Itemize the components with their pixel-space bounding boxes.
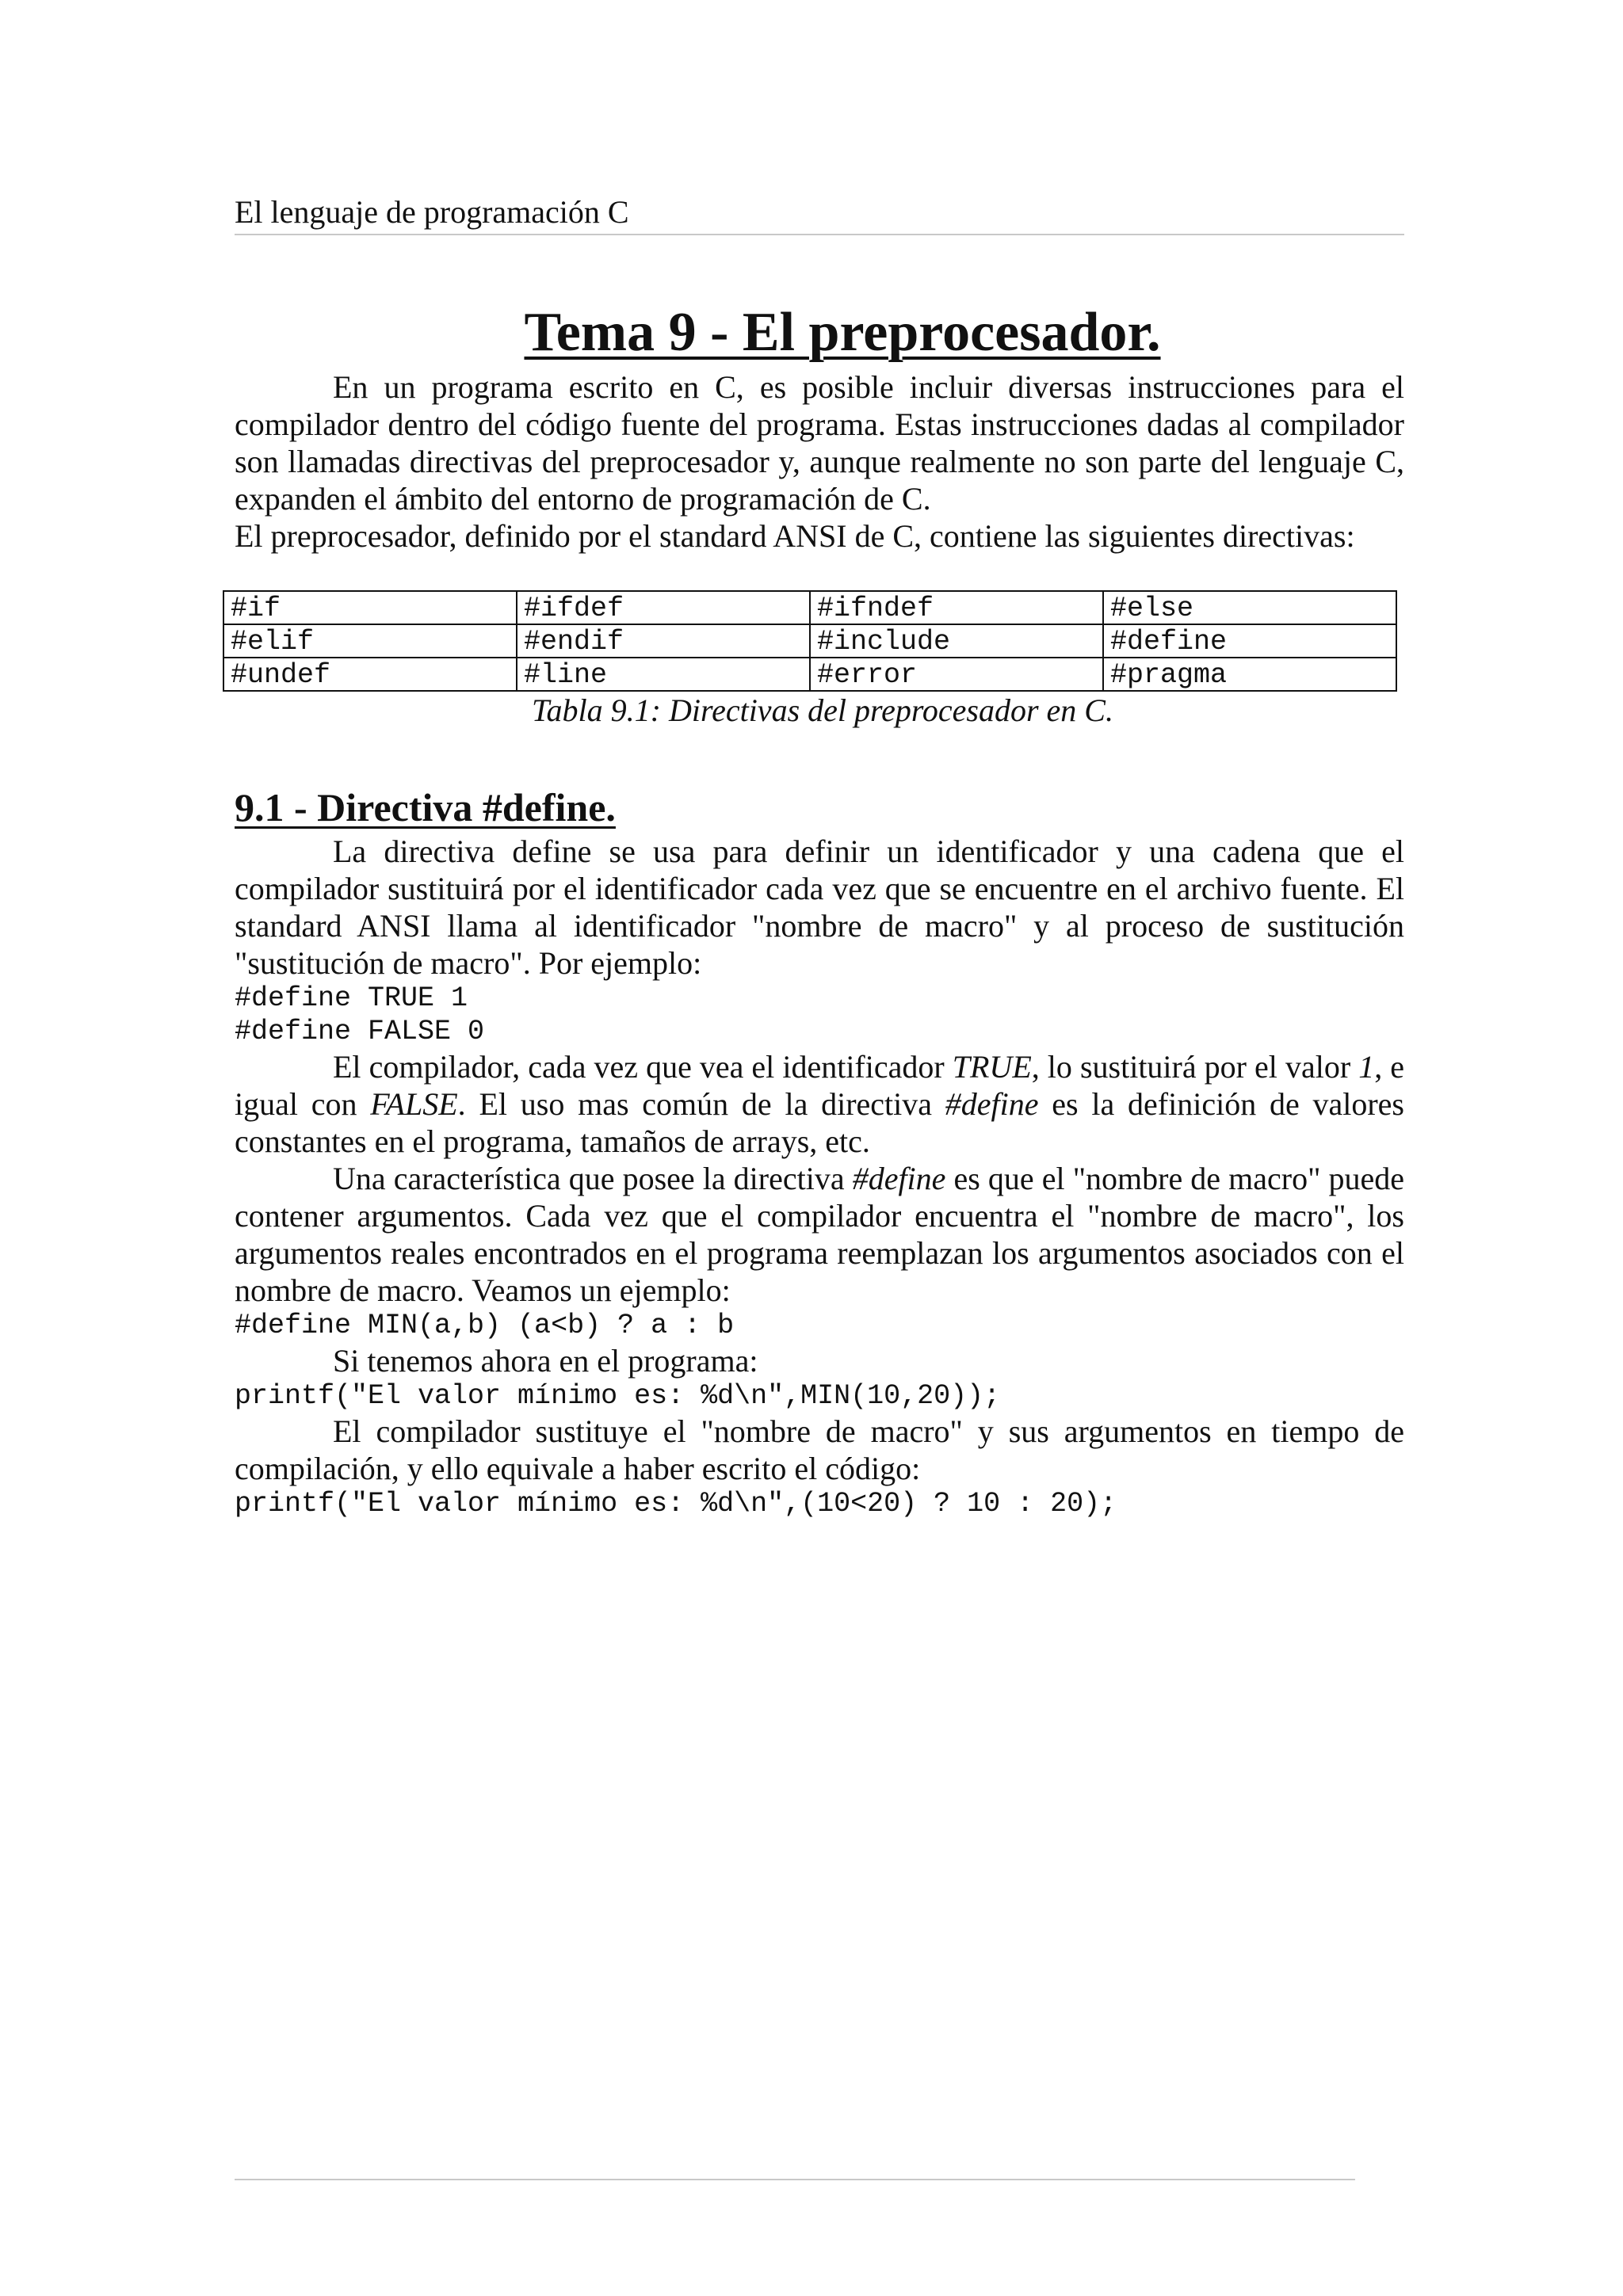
code-block-defines [235,982,1404,1048]
running-header: El lenguaje de programación C [235,193,1404,235]
code-line: #define TRUE 1 [235,982,468,1014]
define-intro-paragraph: La directiva define se usa para definir un identificador y una cadena que el compilador sustituirá por el identificador cada vez que se encuentre en el archivo fuente. El standard ANSI llama al identificador "nombre de macro" y al proceso de sustitución "sustitución de macro". Por ejemplo: [235,833,1404,981]
text-run: El compilador, cada vez que vea el identificador [333,1049,953,1085]
text-run: Una característica que posee la directiva [333,1161,853,1196]
code-line: #define FALSE 0 [235,1016,485,1047]
emphasis: 1 [1358,1049,1375,1085]
substitution-paragraph: El compilador sustituye el "nombre de macro" y sus argumentos en tiempo de compilación, y ello equivale a haber escrito el código: [235,1413,1404,1486]
table-cell: #if [223,591,517,624]
footer-divider [235,2179,1355,2180]
chapter-title: Tema 9 - El preprocesador. [524,302,1161,363]
page-content [231,297,1404,1520]
directives-table [223,590,1397,692]
table-cell: #endif [517,624,810,658]
code-block-min-macro: #define MIN(a,b) (a<b) ? a : b [235,1310,735,1341]
table-cell: #include [810,624,1103,658]
intro-paragraph-directives: El preprocesador, definido por el standard ANSI de C, contiene las siguientes directivas: [235,518,1355,554]
define-usage-paragraph [235,1048,1404,1160]
table-cell: #ifndef [810,591,1103,624]
table-row [223,591,1396,624]
table-row [223,658,1396,691]
text-run: es que el "nombre de macro" puede contener argumentos. Cada vez que el compilador encuentra el "nombre de macro", los argumentos reales encontrados en el programa reemplazan los argumentos asociados con el nombre de macro. Veamos un ejemplo: [235,1161,1404,1308]
code-block-printf-macro: printf("El valor mínimo es: %d\n",MIN(10,20)); [235,1380,1001,1412]
text-run: es la definición de valores constantes en el programa, tamaños de arrays, etc. [235,1086,1404,1159]
table-cell: #ifdef [517,591,810,624]
table-cell: #elif [223,624,517,658]
table-cell: #define [1103,624,1396,658]
text-run: . El uso mas común de la directiva [457,1086,945,1122]
text-run: , lo sustituirá por el valor [1031,1049,1359,1085]
program-example-paragraph: Si tenemos ahora en el programa: [333,1343,758,1379]
table-cell: #undef [223,658,517,691]
table-cell: #else [1103,591,1396,624]
intro-paragraph: En un programa escrito en C, es posible incluir diversas instrucciones para el compilador dentro del código fuente del programa. Estas instrucciones dadas al compilador son llamadas directivas del preprocesador y, aunque realmente no son parte del lenguaje C, expanden el ámbito del entorno de programación de C. [235,369,1404,517]
emphasis: FALSE [370,1086,458,1122]
table-cell: #error [810,658,1103,691]
macro-arguments-paragraph [235,1160,1404,1309]
code-block-printf-expanded: printf("El valor mínimo es: %d\n",(10<20) ? 10 : 20); [235,1488,1117,1520]
section-title: 9.1 - Directiva #define. [235,785,616,830]
table-caption: Tabla 9.1: Directivas del preprocesador en C. [531,692,1113,728]
emphasis: #define [945,1086,1039,1122]
table-cell: #line [517,658,810,691]
text-run: , e igual con [235,1049,1404,1122]
table-cell: #pragma [1103,658,1396,691]
table-row [223,624,1396,658]
emphasis: TRUE [952,1049,1032,1085]
emphasis: #define [852,1161,946,1196]
